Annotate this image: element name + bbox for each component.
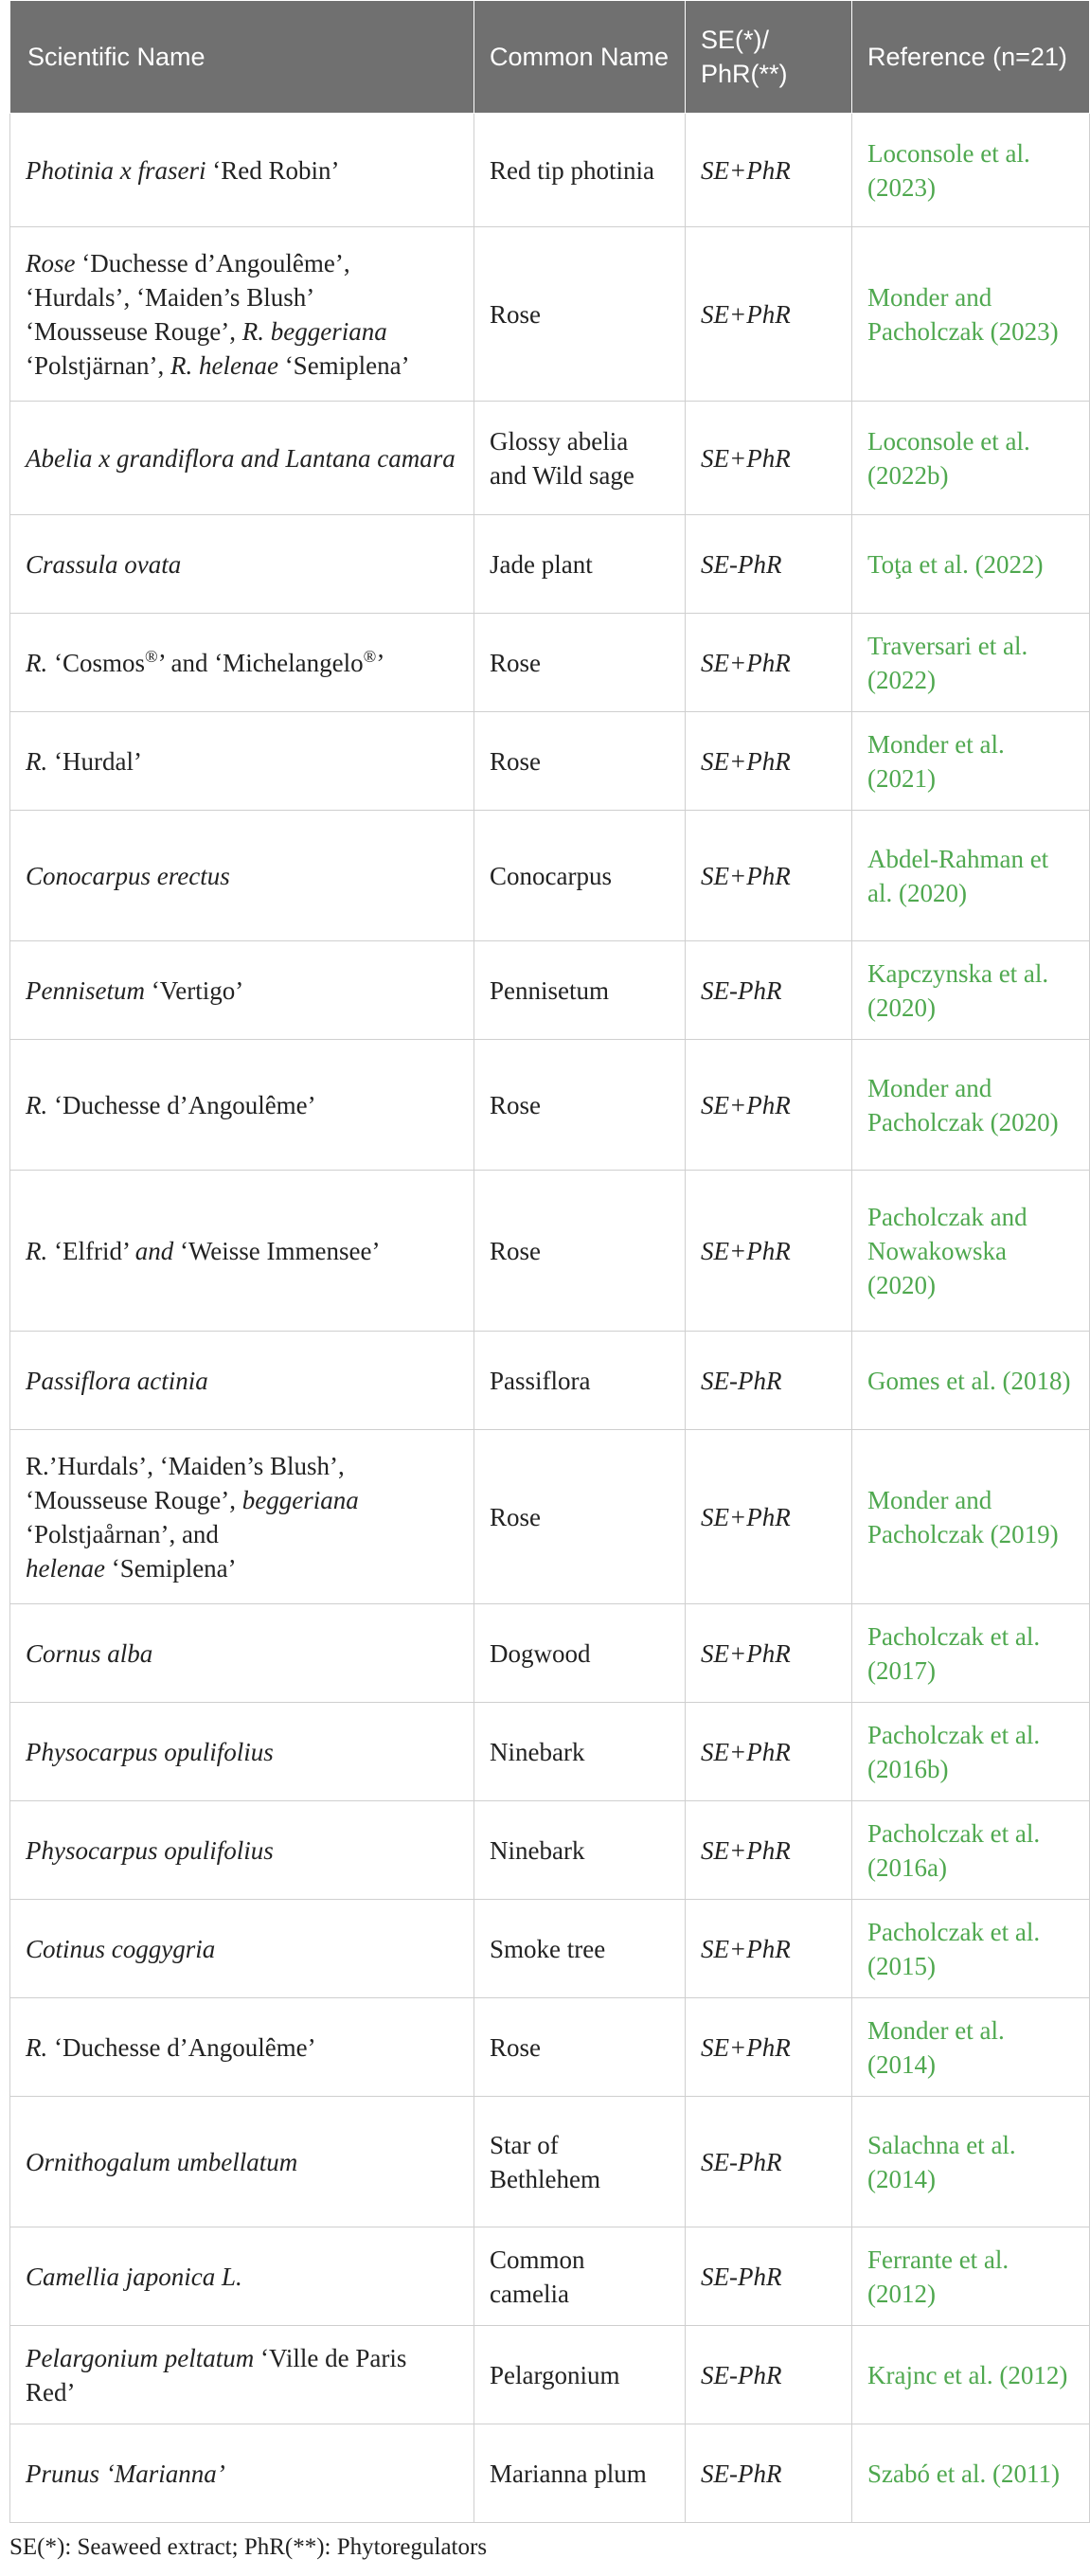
se-phr-value: SE-PhR — [686, 2424, 852, 2523]
table-row — [10, 1171, 1090, 1332]
reference-link[interactable]: Pacholczak and Nowakowska (2020) — [852, 1171, 1090, 1332]
se-phr-value: SE+PhR — [686, 1171, 852, 1332]
reference-link[interactable]: Monder and Pacholczak (2019) — [852, 1430, 1090, 1604]
common-name: Ninebark — [474, 1703, 686, 1801]
scientific-name: Abelia x grandiflora and Lantana camara — [10, 402, 474, 515]
table-row — [10, 1900, 1090, 1998]
se-phr-value: SE-PhR — [686, 2097, 852, 2227]
common-name: Rose — [474, 227, 686, 402]
reference-link[interactable]: Monder et al. (2014) — [852, 1998, 1090, 2097]
se-phr-value: SE+PhR — [686, 1430, 852, 1604]
reference-link[interactable]: Loconsole et al. (2022b) — [852, 402, 1090, 515]
scientific-name: Passiflora actinia — [10, 1332, 474, 1430]
table-row — [10, 614, 1090, 712]
common-name: Rose — [474, 1040, 686, 1171]
table-row — [10, 1801, 1090, 1900]
common-name: Rose — [474, 712, 686, 811]
table-row — [10, 1332, 1090, 1430]
se-phr-value: SE+PhR — [686, 712, 852, 811]
table-row — [10, 2326, 1090, 2424]
reference-link[interactable]: Szabó et al. (2011) — [852, 2424, 1090, 2523]
common-name: Rose — [474, 614, 686, 712]
reference-link[interactable]: Pacholczak et al. (2015) — [852, 1900, 1090, 1998]
scientific-name: Physocarpus opulifolius — [10, 1801, 474, 1900]
scientific-name: Cotinus coggygria — [10, 1900, 474, 1998]
header-row — [10, 1, 1090, 114]
table-row — [10, 2424, 1090, 2523]
scientific-name: Pennisetum ‘Vertigo’ — [10, 941, 474, 1040]
reference-link[interactable]: Pacholczak et al. (2016a) — [852, 1801, 1090, 1900]
table-row — [10, 1430, 1090, 1604]
table-row — [10, 2097, 1090, 2227]
table-footnote: SE(*): Seaweed extract; PhR(**): Phytoregulators — [9, 2534, 488, 2560]
scientific-name: Camellia japonica L. — [10, 2227, 474, 2326]
table-row — [10, 712, 1090, 811]
common-name: Glossy abelia and Wild sage — [474, 402, 686, 515]
scientific-name: Ornithogalum umbellatum — [10, 2097, 474, 2227]
se-phr-value: SE-PhR — [686, 2227, 852, 2326]
data-table — [9, 0, 1090, 2523]
common-name: Red tip photinia — [474, 114, 686, 227]
reference-link[interactable]: Pacholczak et al. (2017) — [852, 1604, 1090, 1703]
table-row — [10, 1040, 1090, 1171]
se-phr-value: SE+PhR — [686, 114, 852, 227]
scientific-name: Physocarpus opulifolius — [10, 1703, 474, 1801]
se-phr-value: SE-PhR — [686, 515, 852, 614]
common-name: Dogwood — [474, 1604, 686, 1703]
header-scientific-name: Scientific Name — [10, 1, 474, 114]
table-row — [10, 1604, 1090, 1703]
se-phr-value: SE+PhR — [686, 1801, 852, 1900]
reference-link[interactable]: Traversari et al. (2022) — [852, 614, 1090, 712]
reference-link[interactable]: Ferrante et al. (2012) — [852, 2227, 1090, 2326]
table-row — [10, 1703, 1090, 1801]
reference-link[interactable]: Loconsole et al. (2023) — [852, 114, 1090, 227]
scientific-name: Conocarpus erectus — [10, 811, 474, 941]
se-phr-value: SE+PhR — [686, 1900, 852, 1998]
scientific-name: R. ‘Elfrid’ and ‘Weisse Immensee’ — [10, 1171, 474, 1332]
reference-link[interactable]: Kapczynska et al. (2020) — [852, 941, 1090, 1040]
header-common-name: Common Name — [474, 1, 686, 114]
common-name: Rose — [474, 1430, 686, 1604]
table-row — [10, 941, 1090, 1040]
reference-link[interactable]: Abdel-Rahman et al. (2020) — [852, 811, 1090, 941]
table-row — [10, 515, 1090, 614]
se-phr-value: SE+PhR — [686, 1998, 852, 2097]
se-phr-value: SE+PhR — [686, 402, 852, 515]
common-name: Jade plant — [474, 515, 686, 614]
scientific-name: Crassula ovata — [10, 515, 474, 614]
scientific-name: R. ‘Cosmos®’ and ‘Michelangelo®’ — [10, 614, 474, 712]
table-row — [10, 811, 1090, 941]
header-reference: Reference (n=21) — [852, 1, 1090, 114]
se-phr-value: SE+PhR — [686, 1604, 852, 1703]
scientific-name: Pelargonium peltatum ‘Ville de Paris Red’ — [10, 2326, 474, 2424]
reference-link[interactable]: Gomes et al. (2018) — [852, 1332, 1090, 1430]
common-name: Rose — [474, 1171, 686, 1332]
scientific-name: R. ‘Hurdal’ — [10, 712, 474, 811]
common-name: Star of Bethlehem — [474, 2097, 686, 2227]
reference-link[interactable]: Salachna et al. (2014) — [852, 2097, 1090, 2227]
common-name: Passiflora — [474, 1332, 686, 1430]
reference-link[interactable]: Monder and Pacholczak (2023) — [852, 227, 1090, 402]
scientific-name: R. ‘Duchesse d’Angoulême’ — [10, 1998, 474, 2097]
reference-link[interactable]: Pacholczak et al. (2016b) — [852, 1703, 1090, 1801]
reference-link[interactable]: Monder and Pacholczak (2020) — [852, 1040, 1090, 1171]
se-phr-value: SE-PhR — [686, 2326, 852, 2424]
se-phr-value: SE+PhR — [686, 614, 852, 712]
table-row — [10, 227, 1090, 402]
se-phr-value: SE+PhR — [686, 227, 852, 402]
se-phr-value: SE+PhR — [686, 1703, 852, 1801]
common-name: Pennisetum — [474, 941, 686, 1040]
table-row — [10, 1998, 1090, 2097]
common-name: Rose — [474, 1998, 686, 2097]
scientific-name: Prunus ‘Marianna’ — [10, 2424, 474, 2523]
scientific-name: Cornus alba — [10, 1604, 474, 1703]
se-phr-value: SE-PhR — [686, 1332, 852, 1430]
scientific-name: R. ‘Duchesse d’Angoulême’ — [10, 1040, 474, 1171]
scientific-name: R.’Hurdals’, ‘Maiden’s Blush’, ‘Mousseuse Rouge’, beggeriana ‘Polstjaårnan’, and helenae ‘Semiplena’ — [10, 1430, 474, 1604]
se-phr-value: SE+PhR — [686, 811, 852, 941]
table-row — [10, 2227, 1090, 2326]
table-row — [10, 114, 1090, 227]
se-phr-value: SE-PhR — [686, 941, 852, 1040]
common-name: Conocarpus — [474, 811, 686, 941]
scientific-name: Rose ‘Duchesse d’Angoulême’, ‘Hurdals’, ‘Maiden’s Blush’ ‘Mousseuse Rouge’, R. beggeriana ‘Polstjärnan’, R. helenae ‘Semiplena’ — [10, 227, 474, 402]
scientific-name: Photinia x fraseri ‘Red Robin’ — [10, 114, 474, 227]
reference-link[interactable]: Toţa et al. (2022) — [852, 515, 1090, 614]
se-phr-value: SE+PhR — [686, 1040, 852, 1171]
reference-link[interactable]: Monder et al. (2021) — [852, 712, 1090, 811]
common-name: Pelargonium — [474, 2326, 686, 2424]
common-name: Common camelia — [474, 2227, 686, 2326]
header-se-phr: SE(*)/ PhR(**) — [686, 1, 852, 114]
common-name: Ninebark — [474, 1801, 686, 1900]
common-name: Smoke tree — [474, 1900, 686, 1998]
table-row — [10, 402, 1090, 515]
reference-link[interactable]: Krajnc et al. (2012) — [852, 2326, 1090, 2424]
common-name: Marianna plum — [474, 2424, 686, 2523]
